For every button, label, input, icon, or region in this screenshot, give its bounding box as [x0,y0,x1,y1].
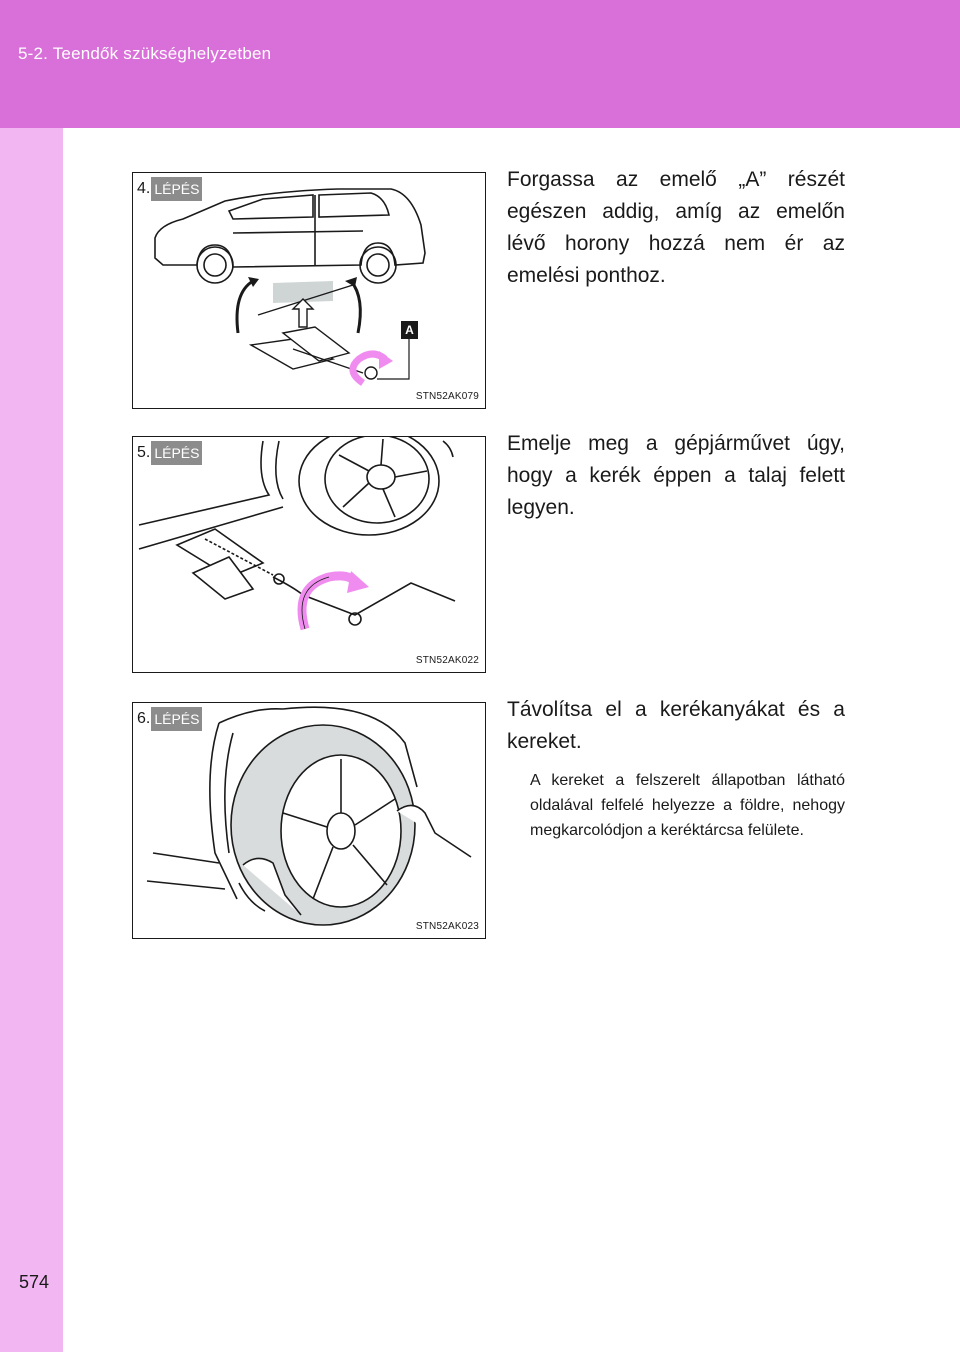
step-badge [137,177,202,201]
page-sidebar-band [0,0,63,1352]
raise-vehicle-illustration [133,437,485,672]
step-4-text: Forgassa az emelő „A” részét egészen addig, amíg az emelőn lévő horony hozzá nem ér az emelési ponthoz. [507,168,845,287]
step-5-figure [132,436,486,673]
figure-code: STN52AK079 [415,391,479,402]
step-5-text: Emelje meg a gépjárművet úgy, hogy a kerék éppen a talaj felett legyen. [507,432,845,519]
step-number: 6. [137,707,151,731]
step-6-figure [132,702,486,939]
step-4-figure [132,172,486,409]
car-jack-illustration [133,173,485,408]
page-number: 574 [19,1272,50,1292]
figure-code: STN52AK022 [415,655,479,666]
step-badge [137,441,202,465]
callout-marker: A [401,321,418,339]
step-label: LÉPÉS [151,441,202,465]
step-badge [137,707,202,731]
section-title: 5-2. Teendők szükséghelyzetben [18,44,272,63]
step-number: 4. [137,177,151,201]
step-number: 5. [137,441,151,465]
page-header [0,0,960,128]
step-6-text: Távolítsa el a kerékanyákat és a kereket. [507,698,845,753]
remove-wheel-illustration [133,703,485,938]
step-6-note: A kereket a felszerelt állapotban látható oldalával felfelé helyezze a földre, nehogy megkarcolódjon a keréktárcsa felülete. [530,772,845,839]
step-label: LÉPÉS [151,707,202,731]
figure-code: STN52AK023 [415,921,479,932]
step-label: LÉPÉS [151,177,202,201]
